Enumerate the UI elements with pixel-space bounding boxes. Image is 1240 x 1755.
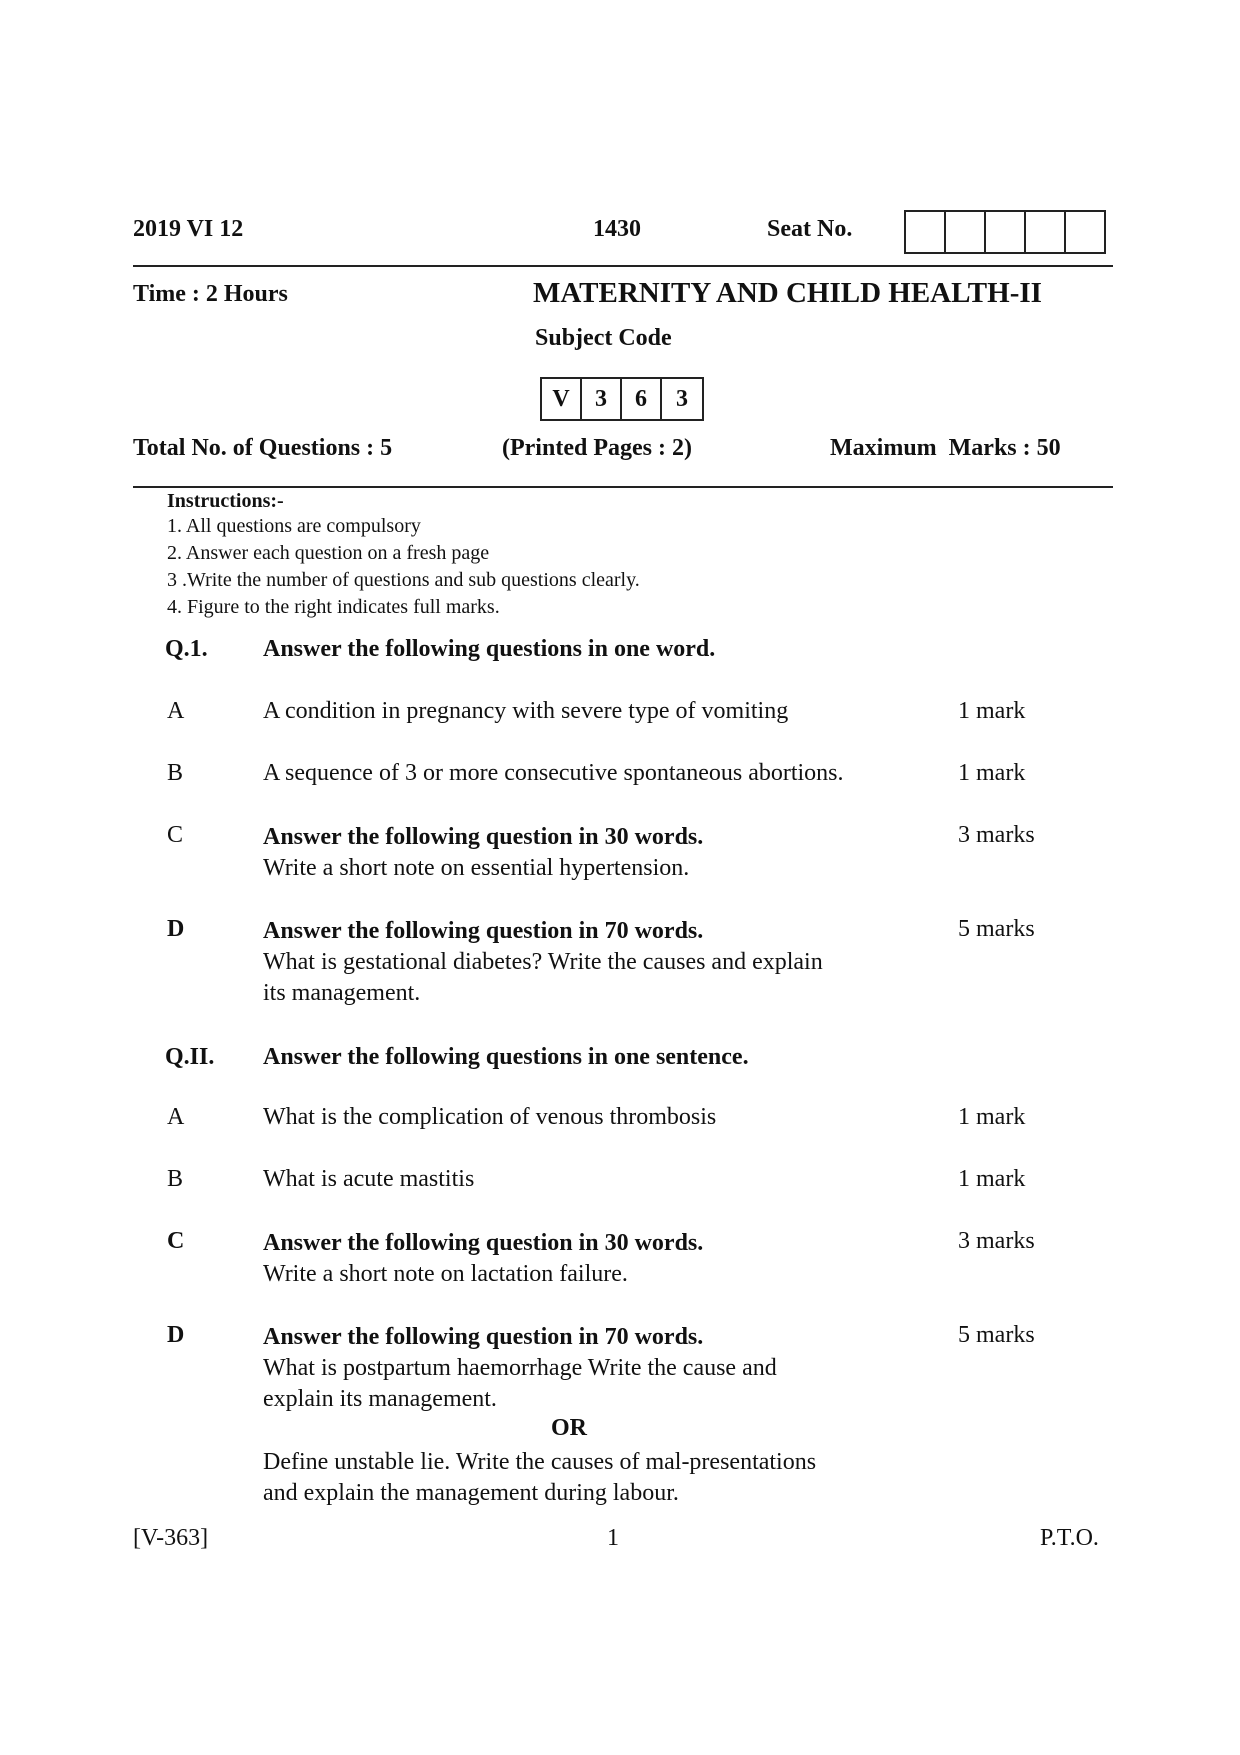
sub-question-text: A condition in pregnancy with severe type of vomiting [263, 698, 789, 724]
exam-time: Time : 2 Hours [133, 281, 288, 307]
maximum-marks: Maximum Marks : 50 [830, 435, 1061, 461]
seat-number-boxes[interactable] [904, 210, 1106, 254]
question-number: Q.II. [165, 1044, 215, 1070]
question-number: Q.1. [165, 636, 208, 662]
or-separator: OR [551, 1415, 587, 1441]
question-heading: Answer the following questions in one sentence. [263, 1044, 749, 1070]
paper-number: 1430 [593, 216, 641, 242]
seat-number-label: Seat No. [767, 216, 853, 242]
sub-question-label: D [167, 916, 185, 942]
printed-pages: (Printed Pages : 2) [502, 435, 692, 461]
seat-number-cell[interactable] [906, 212, 946, 252]
sub-question-label: A [167, 698, 185, 724]
page-number: 1 [607, 1525, 619, 1551]
subject-code-label: Subject Code [535, 325, 672, 351]
sub-question-instruction: Answer the following question in 70 words. [263, 918, 704, 944]
instructions-title: Instructions:- [167, 490, 284, 512]
header-divider [133, 265, 1113, 267]
sub-question-label: A [167, 1104, 185, 1130]
sub-question-text: What is acute mastitis [263, 1166, 475, 1192]
footer-paper-code: [V-363] [133, 1525, 209, 1551]
sub-question-instruction: Answer the following question in 30 words. [263, 1230, 704, 1256]
sub-question-text: What is gestational diabetes? Write the causes and explain [263, 949, 823, 975]
seat-number-cell[interactable] [1026, 212, 1066, 252]
sub-question-text: What is postpartum haemorrhage Write the cause and [263, 1355, 777, 1381]
sub-question-instruction: Answer the following question in 70 words. [263, 1324, 704, 1350]
question-heading: Answer the following questions in one word. [263, 636, 716, 662]
date-code: 2019 VI 12 [133, 216, 244, 242]
sub-question-text: explain its management. [263, 1386, 497, 1412]
please-turn-over: P.T.O. [1040, 1525, 1099, 1551]
instruction-item: 1. All questions are compulsory [167, 515, 421, 537]
subject-code-cell: V [542, 379, 582, 419]
sub-question-text: Write a short note on essential hypertension. [263, 855, 690, 881]
sub-question-label: C [167, 822, 184, 848]
sub-question-marks: 5 marks [958, 916, 1035, 942]
sub-question-marks: 3 marks [958, 1228, 1035, 1254]
seat-number-cell[interactable] [1066, 212, 1104, 252]
sub-question-marks: 1 mark [958, 698, 1026, 724]
sub-question-label: C [167, 1228, 185, 1254]
seat-number-cell[interactable] [986, 212, 1026, 252]
sub-question-text: Write a short note on lactation failure. [263, 1261, 628, 1287]
sub-question-label: D [167, 1322, 185, 1348]
instruction-item: 3 .Write the number of questions and sub questions clearly. [167, 569, 640, 591]
subject-code-boxes [540, 377, 704, 421]
subject-title: MATERNITY AND CHILD HEALTH-II [533, 277, 1042, 309]
subject-code-cell: 3 [676, 386, 688, 412]
sub-question-text: Define unstable lie. Write the causes of mal-presentations [263, 1449, 817, 1475]
sub-question-text: A sequence of 3 or more consecutive spontaneous abortions. [263, 760, 844, 786]
sub-question-instruction: Answer the following question in 30 words. [263, 824, 704, 850]
sub-question-marks: 5 marks [958, 1322, 1035, 1348]
subject-code-cell: 3 [582, 379, 622, 419]
subject-code-cell: 6 [622, 379, 662, 419]
total-questions: Total No. of Questions : 5 [133, 435, 393, 461]
sub-question-text: its management. [263, 980, 421, 1006]
sub-question-marks: 1 mark [958, 1104, 1026, 1130]
seat-number-cell[interactable] [946, 212, 986, 252]
sub-question-marks: 1 mark [958, 760, 1026, 786]
sub-question-label: B [167, 1166, 184, 1192]
sub-question-marks: 1 mark [958, 1166, 1026, 1192]
sub-question-text: and explain the management during labour. [263, 1480, 679, 1506]
instruction-item: 2. Answer each question on a fresh page [167, 542, 490, 564]
sub-question-label: B [167, 760, 184, 786]
sub-question-text: What is the complication of venous thrombosis [263, 1104, 717, 1130]
sub-question-marks: 3 marks [958, 822, 1035, 848]
instruction-item: 4. Figure to the right indicates full marks. [167, 596, 500, 618]
